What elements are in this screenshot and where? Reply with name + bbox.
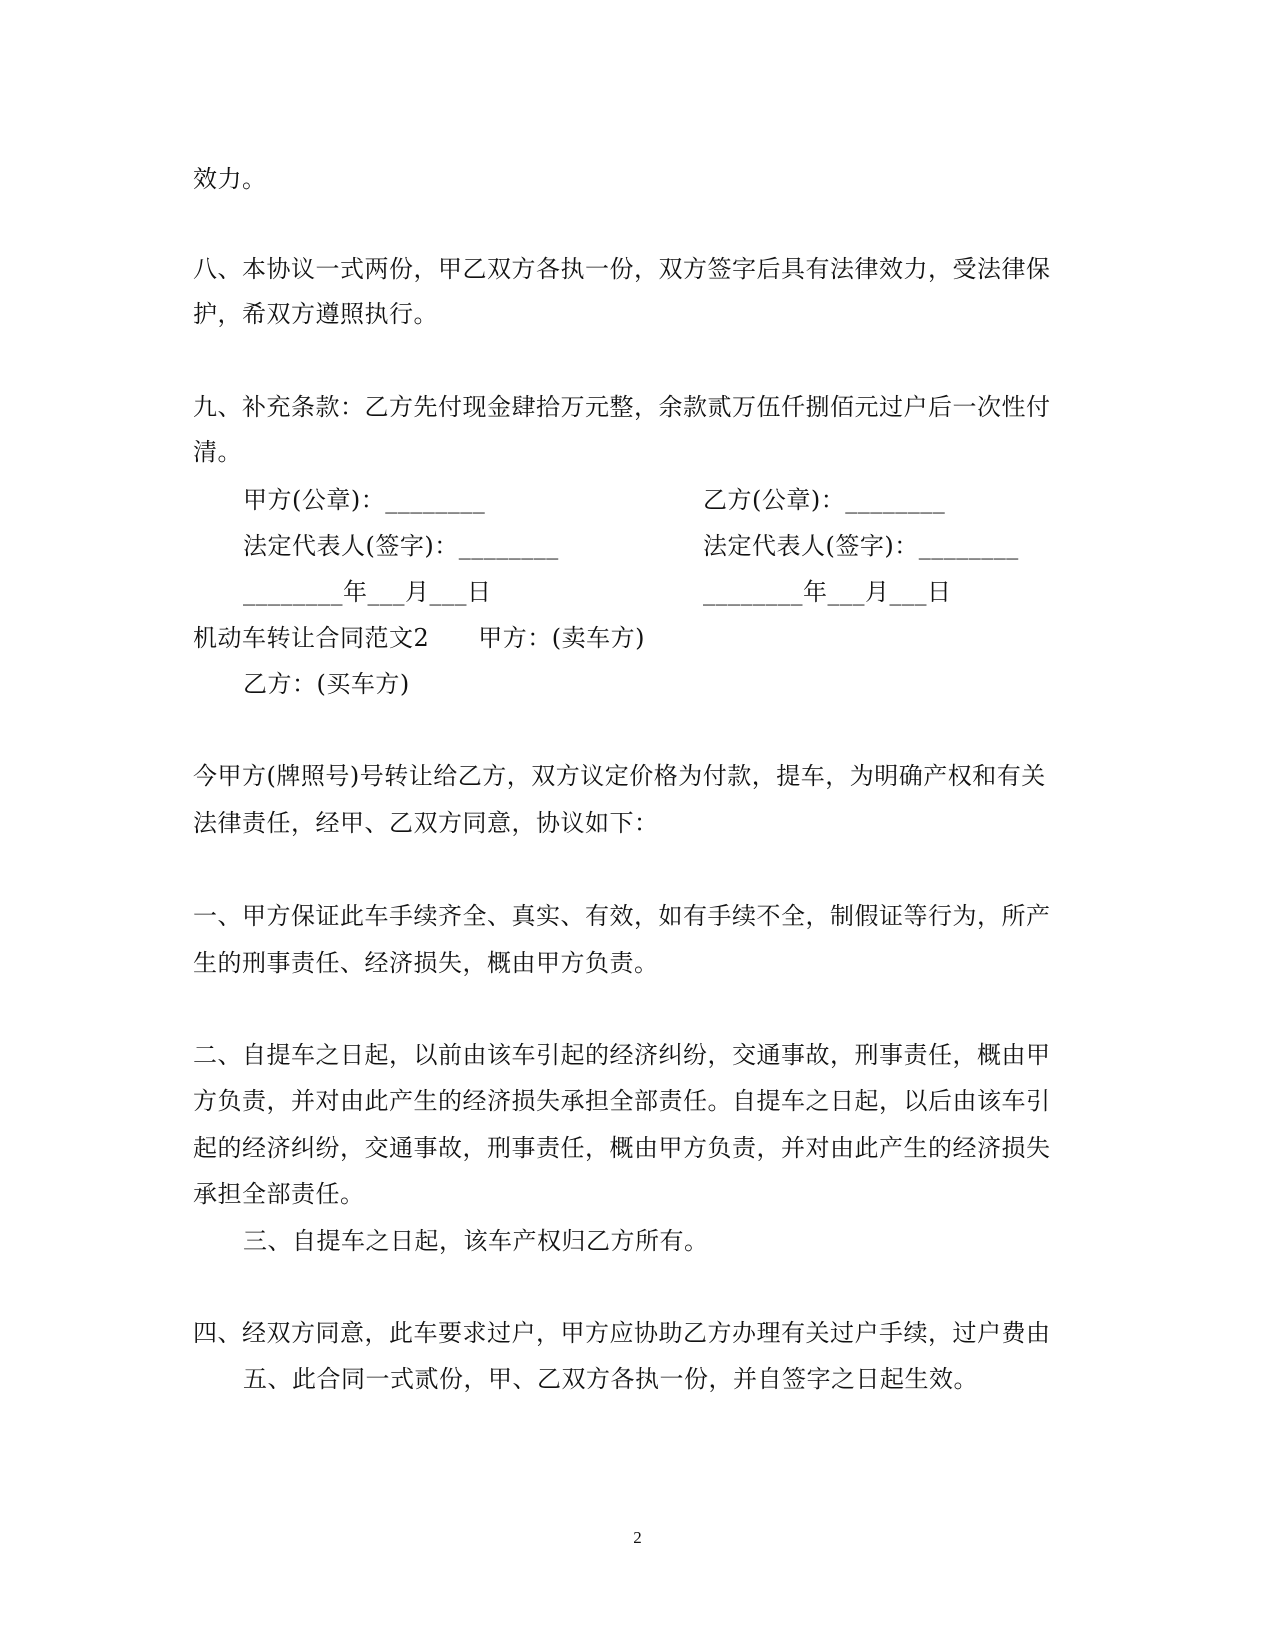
clause-4-line: 四、经双方同意，此车要求过户，甲方应协助乙方办理有关过户手续，过户费由 [193,1319,1051,1347]
buyer-line: 乙方：(买车方) [243,670,410,698]
party-a-date-line: ________年___月___日 [243,578,492,606]
party-b-representative-line: 法定代表人(签字)：________ [703,532,1019,560]
preamble-line-2: 法律责任，经甲、乙双方同意，协议如下： [193,809,659,837]
clause-8-line-1: 八、本协议一式两份，甲乙双方各执一份，双方签字后具有法律效力，受法律保 [193,255,1051,283]
clause-2-line-1: 二、自提车之日起，以前由该车引起的经济纠纷，交通事故，刑事责任，概由甲 [193,1041,1051,1069]
party-b-date-line: ________年___月___日 [703,578,952,606]
party-a-seal-line: 甲方(公章)：________ [243,486,486,514]
clause-5-line: 五、此合同一式贰份，甲、乙双方各执一份，并自签字之日起生效。 [243,1365,978,1393]
clause-2-line-2: 方负责，并对由此产生的经济损失承担全部责任。自提车之日起，以后由该车引 [193,1087,1051,1115]
clause-2-line-3: 起的经济纠纷，交通事故，刑事责任，概由甲方负责，并对由此产生的经济损失 [193,1134,1051,1162]
clause-9-line-2: 清。 [193,438,242,466]
party-b-seal-line: 乙方(公章)：________ [703,486,946,514]
clause-2-line-4: 承担全部责任。 [193,1180,365,1208]
party-a-representative-line: 法定代表人(签字)：________ [243,532,559,560]
clause-3-line: 三、自提车之日起，该车产权归乙方所有。 [243,1227,709,1255]
clause-1-line-2: 生的刑事责任、经济损失，概由甲方负责。 [193,949,659,977]
page-number: 2 [633,1528,642,1547]
preamble-line-1: 今甲方(牌照号)号转让给乙方，双方议定价格为付款，提车，为明确产权和有关 [193,762,1046,790]
clause-8-line-2: 护，希双方遵照执行。 [193,300,438,328]
clause-1-line-1: 一、甲方保证此车手续齐全、真实、有效，如有手续不全，制假证等行为，所产 [193,902,1051,930]
contract-2-heading: 机动车转让合同范文2 甲方：(卖车方) [193,624,645,652]
clause-9-line-1: 九、补充条款：乙方先付现金肆拾万元整，余款贰万伍仟捌佰元过户后一次性付 [193,393,1051,421]
text-line: 效力。 [193,165,267,193]
